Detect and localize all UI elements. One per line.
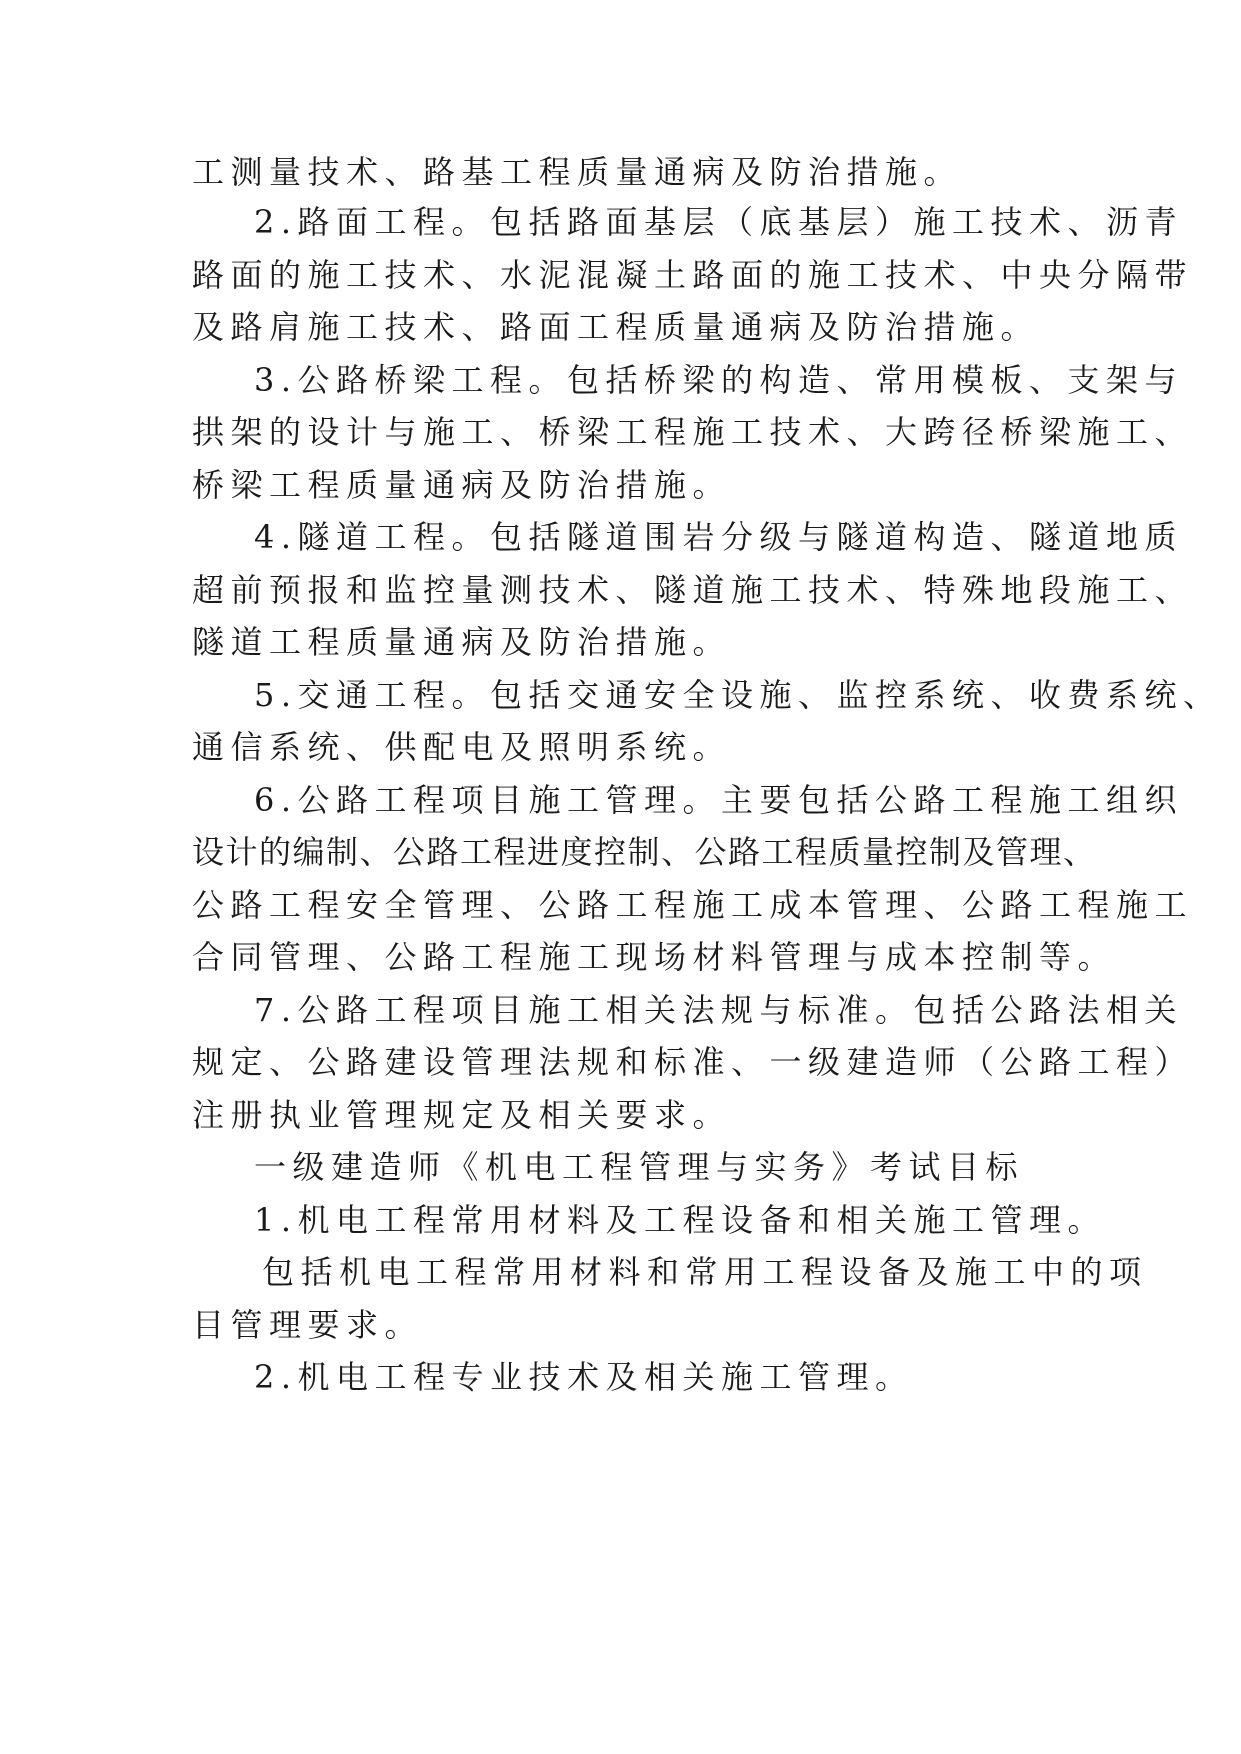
text-line-1: 工测量技术、路基工程质量通病及防治措施。 [192,153,963,191]
text-line-16: 合同管理、公路工程施工现场材料管理与成本控制等。 [192,938,1117,976]
text-line-13: 6.公路工程项目施工管理。主要包括公路工程施工组织 [254,781,1184,819]
text-line-22: 包括机电工程常用材料和常用工程设备及施工中的项 [262,1253,1148,1291]
text-line-21: 1.机电工程常用材料及工程设备和相关施工管理。 [254,1201,1107,1239]
text-line-12: 通信系统、供配电及照明系统。 [192,728,732,766]
text-line-24: 2.机电工程专业技术及相关施工管理。 [254,1358,914,1396]
text-line-3: 路面的施工技术、水泥混凝土路面的施工技术、中央分隔带 [192,256,1194,294]
text-line-20: 一级建造师《机电工程管理与实务》考试目标 [254,1148,1025,1186]
text-line-4: 及路肩施工技术、路面工程质量通病及防治措施。 [192,308,1040,346]
text-line-11: 5.交通工程。包括交通安全设施、监控系统、收费系统、 [254,676,1222,714]
text-line-17: 7.公路工程项目施工相关法规与标准。包括公路法相关 [254,991,1184,1029]
text-line-5: 3.公路桥梁工程。包括桥梁的构造、常用模板、支架与 [254,361,1184,399]
text-line-2: 2.路面工程。包括路面基层（底基层）施工技术、沥青 [254,203,1184,241]
text-line-14: 设计的编制、公路工程进度控制、公路工程质量控制及管理、 [192,833,1097,871]
text-line-10: 隧道工程质量通病及防治措施。 [192,623,732,661]
text-line-19: 注册执业管理规定及相关要求。 [192,1096,732,1134]
text-line-18: 规定、公路建设管理法规和标准、一级建造师（公路工程） [192,1043,1194,1081]
text-line-9: 超前预报和监控量测技术、隧道施工技术、特殊地段施工、 [192,571,1194,609]
text-line-15: 公路工程安全管理、公路工程施工成本管理、公路工程施工 [192,886,1194,924]
text-line-8: 4.隧道工程。包括隧道围岩分级与隧道构造、隧道地质 [254,518,1184,556]
text-line-23: 目管理要求。 [192,1306,424,1344]
text-line-6: 拱架的设计与施工、桥梁工程施工技术、大跨径桥梁施工、 [192,413,1194,451]
text-line-7: 桥梁工程质量通病及防治措施。 [192,466,732,504]
